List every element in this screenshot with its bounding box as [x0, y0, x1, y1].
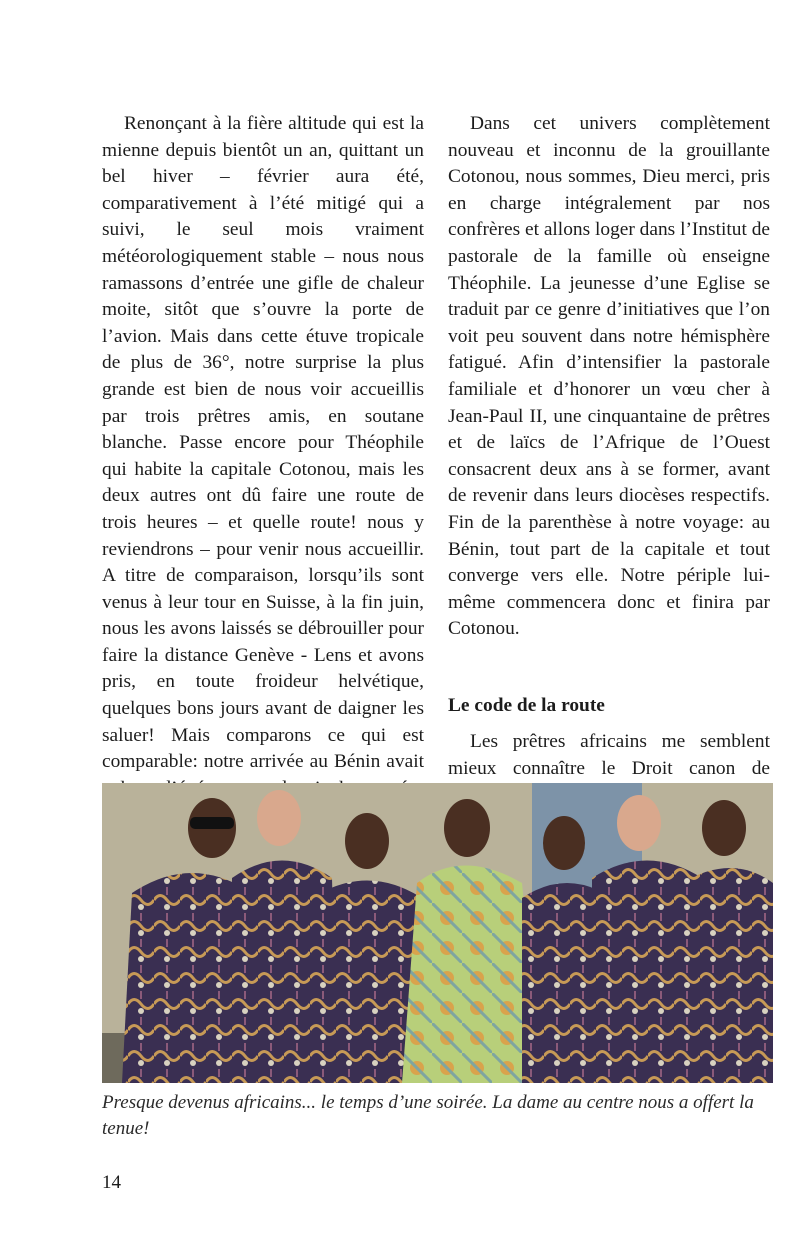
- group-photo-illustration: [102, 783, 773, 1083]
- group-photo: [102, 783, 773, 1083]
- right-paragraph-2: Les prêtres africains me semblent mieux connaître le Droit canon de: [448, 731, 770, 780]
- left-column: [102, 111, 424, 829]
- right-paragraph-1: Dans cet univers complètement nouveau et inconnu de la grouillante Cotonou, nous sommes, Dieu merci, pris en charge intégralement par nos confrères et allons loger dans l’Institut de pastorale de la famille où enseigne Théophile. La jeunesse d’une Eglise se traduit par ce genre d’initiatives que l’on voit peu souvent dans notre hémisphère fatigué. Afin d’intensifier la pastorale familiale et d’honorer un vœu cher à Jean-Paul II, une cinquantaine de prêtres et de laïcs de l’Afrique de l’Ouest consacrent deux ans à se former, avant de revenir dans leurs diocèses respectifs. Fin de la parenthèse à notre voyage: au Bénin, tout part de la capitale et tout converge vers elle. Notre périple lui-même commencera donc et finira par Cotonou.: [448, 113, 771, 640]
- photo-caption: Presque devenus africains... le temps d’une soirée. La dame au centre nous a offert la tenue!: [102, 1092, 754, 1139]
- left-paragraph: Renonçant à la fière altitude qui est la mienne depuis bientôt un an, quittant un bel hiver – février aura été, comparativement à l’été mitigé qui a suivi, le seul mois vraiment météorologiquement stable – nous nous ramassons d’entrée une gifle de chaleur moite, sitôt que s’ouvre la porte de l’avion. Mais dans cette étuve tropicale de plus de 36°, notre surprise la plus grande est bien de nous voir accueillis par trois prêtres amis, en soutane blanche. Passe encore pour Théophile qui habite la capitale Cotonou, mais les deux autres ont dû faire une route de trois heures – et quelle route! nous y reviendrons – pour venir nous accueillir. A titre de comparaison, lorsqu’ils sont venus à leur tour en Suisse, à la fin juin, nous les avons laissés se débrouiller pour faire la distance Genève - Lens et avons pris, en toute froideur helvétique, quelques bons jours avant de daigner les saluer! Mais comparons ce qui est comparable: notre arrivée au Bénin avait: [102, 113, 424, 773]
- right-column: [448, 111, 770, 836]
- section-heading: Le code de la route: [448, 694, 605, 716]
- page-number: 14: [102, 1172, 121, 1193]
